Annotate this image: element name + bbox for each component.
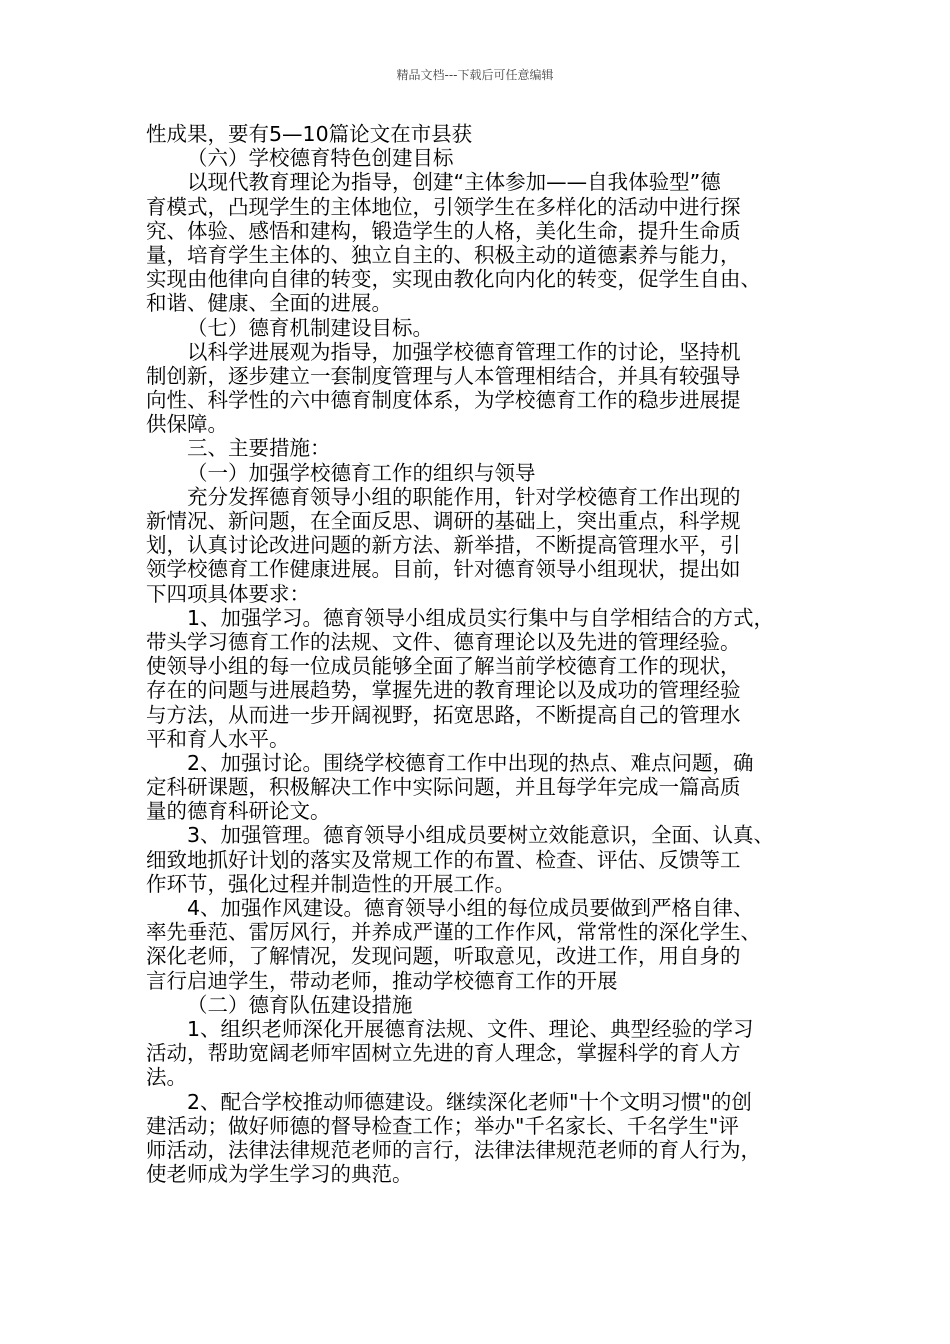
text-line: 量，培育学生主体的、独立自主的、积极主动的道德素养与能力， <box>146 242 741 267</box>
text-line: 深化老师，了解情况，发现问题，听取意见，改进工作，用自身的 <box>146 944 741 969</box>
text-line: 法。 <box>146 1065 187 1090</box>
text-line: 带头学习德育工作的法规、文件、德育理论以及先进的管理经验。 <box>146 629 741 654</box>
text-line: 定科研课题，积极解决工作中实际问题，并且每学年完成一篇高质 <box>146 775 741 800</box>
text-line: 使领导小组的每一位成员能够全面了解当前学校德育工作的现状， <box>146 654 741 679</box>
text-line: 三、主要措施： <box>187 436 331 461</box>
text-line: 2、配合学校推动师德建设。继续深化老师"十个文明习惯"的创 <box>187 1089 752 1114</box>
text-line: 与方法，从而进一步开阔视野，拓宽思路，不断提高自己的管理水 <box>146 702 741 727</box>
text-line: 充分发挥德育领导小组的职能作用，针对学校德育工作出现的 <box>187 484 741 509</box>
text-line: 性成果，要有5—10篇论文在市县获 <box>146 122 473 146</box>
text-line: 新情况、新问题，在全面反思、调研的基础上，突出重点，科学规 <box>146 509 741 533</box>
text-line: 向性、科学性的六中德育制度体系，为学校德育工作的稳步进展提 <box>146 388 741 413</box>
text-line: （七）德育机制建设目标。 <box>187 315 433 340</box>
text-line: 实现由他律向自律的转变，实现由教化向内化的转变，促学生自由、 <box>146 267 761 292</box>
text-line: 和谐、健康、全面的进展。 <box>146 291 392 316</box>
text-line: 划，认真讨论改进问题的新方法、新举措，不断提高管理水平，引 <box>146 533 741 558</box>
text-line: 1、加强学习。德育领导小组成员实行集中与自学相结合的方式， <box>187 605 775 630</box>
text-line: 存在的问题与进展趋势，掌握先进的教育理论以及成功的管理经验 <box>146 678 741 703</box>
text-line: 言行启迪学生，带动老师，推动学校德育工作的开展 <box>146 968 618 993</box>
text-line: 细致地抓好计划的落实及常规工作的布置、检查、评估、反馈等工 <box>146 847 741 872</box>
text-line: 作环节，强化过程并制造性的开展工作。 <box>146 871 515 896</box>
text-line: 1、组织老师深化开展德育法规、文件、理论、典型经验的学习 <box>187 1016 754 1041</box>
text-line: （六）学校德育特色创建目标 <box>187 146 454 171</box>
text-line: 制创新，逐步建立一套制度管理与人本管理相结合，并具有较强导 <box>146 363 741 388</box>
text-line: 究、体验、感悟和建构，锻造学生的人格，美化生命，提升生命质 <box>146 218 741 243</box>
text-line: （二）德育队伍建设措施 <box>187 992 413 1017</box>
text-line: 供保障。 <box>146 412 228 437</box>
text-line: 以现代教育理论为指导，创建“主体参加——自我体验型”德 <box>187 170 721 195</box>
document-body <box>146 122 830 1186</box>
text-line: （一）加强学校德育工作的组织与领导 <box>187 460 536 485</box>
text-line: 下四项具体要求： <box>146 581 310 606</box>
text-line: 2、加强讨论。围绕学校德育工作中出现的热点、难点问题，确 <box>187 750 754 775</box>
text-line: 率先垂范、雷厉风行，并养成严谨的工作作风，常常性的深化学生、 <box>146 920 761 945</box>
text-line: 以科学进展观为指导，加强学校德育管理工作的讨论，坚持机 <box>187 339 741 364</box>
text-line: 建活动；做好师德的督导检查工作；举办"千名家长、千名学生"评 <box>146 1113 739 1138</box>
text-line: 量的德育科研论文。 <box>146 799 331 824</box>
text-line: 4、加强作风建设。德育领导小组的每位成员要做到严格自律、 <box>187 896 754 920</box>
text-line: 3、加强管理。德育领导小组成员要树立效能意识，全面、认真、 <box>187 823 775 848</box>
text-line: 平和育人水平。 <box>146 726 290 751</box>
text-line: 活动，帮助宽阔老师牢固树立先进的育人理念，掌握科学的育人方 <box>146 1041 741 1066</box>
text-line: 使老师成为学生学习的典范。 <box>146 1162 413 1187</box>
text-line: 领学校德育工作健康进展。目前，针对德育领导小组现状，提出如 <box>146 557 741 582</box>
text-line: 育模式，凸现学生的主体地位，引领学生在多样化的活动中进行探 <box>146 194 741 219</box>
text-line: 师活动，法律法律规范老师的言行，法律法律规范老师的育人行为， <box>146 1137 761 1162</box>
page-header: 精品文档---下载后可任意编辑 <box>396 68 554 82</box>
